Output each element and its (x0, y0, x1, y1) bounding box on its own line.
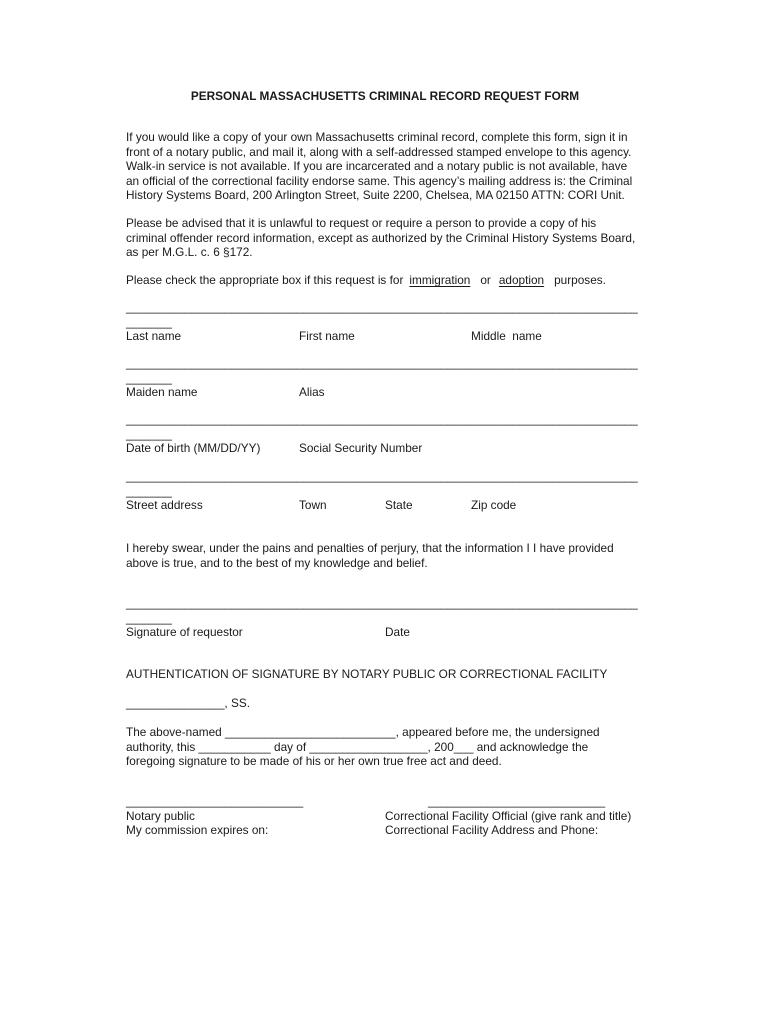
commission-expires-label: My commission expires on: (126, 823, 269, 837)
acknowledgment-line: authority, this ___________ day of __________________, 200___ and acknowledge the (126, 739, 589, 754)
notary-signature-line: ___________________________ (126, 794, 304, 808)
purpose-line (126, 273, 606, 288)
facility-official-label: Correctional Facility Official (give rank and title) (385, 808, 632, 823)
field-blank-line-continued: _______ (126, 426, 172, 441)
zip-code-label: Zip code (471, 498, 517, 512)
date-label: Date (385, 625, 410, 639)
form-title: PERSONAL MASSACHUSETTS CRIMINAL RECORD REQUEST FORM (190, 89, 580, 103)
field-blank-line: ______________________________________________________________________________ (126, 412, 638, 426)
other-name-field-row (126, 356, 646, 400)
intro-line: Walk-in service is not available. If you are incarcerated and a notary public is not available, have (126, 159, 628, 173)
advisory-line: Please be advised that it is unlawful to request or require a person to provide a copy of his (126, 216, 597, 230)
advisory-line: criminal offender record information, except as authorized by the Criminal History Systems Board, (126, 230, 636, 245)
field-blank-line-continued: _______ (126, 483, 172, 498)
field-blank-line: ______________________________________________________________________________ (126, 300, 638, 314)
intro-line: an official of the correctional facility endorse same. This agency’s mailing address is: the Criminal (126, 173, 633, 188)
identity-field-labels (126, 441, 646, 456)
first-name-label: First name (299, 329, 355, 343)
facility-address-label: Correctional Facility Address and Phone: (385, 823, 599, 837)
date-of-birth-label: Date of birth (MM/DD/YY) (126, 441, 261, 455)
intro-paragraph (126, 130, 632, 203)
state-label: State (385, 498, 413, 512)
street-address-label: Street address (126, 498, 203, 512)
immigration-option: immigration (409, 273, 471, 287)
oath-line: above is true, and to the best of my knowledge and belief. (126, 555, 428, 570)
address-field-row (126, 469, 646, 513)
signature-blank-line-continued: _______ (126, 610, 172, 625)
field-blank-line-continued: _______ (126, 314, 172, 329)
signer-titles (126, 809, 646, 824)
field-blank-line: ______________________________________________________________________________ (126, 356, 638, 370)
middle-name-label: Middle name (471, 329, 542, 343)
notary-public-label: Notary public (126, 808, 195, 823)
purpose-suffix: purposes. (554, 273, 606, 287)
authentication-section (126, 667, 607, 682)
authentication-heading: AUTHENTICATION OF SIGNATURE BY NOTARY PUBLIC OR CORRECTIONAL FACILITY (126, 667, 608, 681)
intro-line: front of a notary public, and mail it, along with a self-addressed stamped envelope to this agency. (126, 144, 632, 159)
social-security-number-label: Social Security Number (299, 441, 423, 455)
signer-block (126, 794, 646, 838)
acknowledgment-paragraph (126, 725, 600, 769)
oath-paragraph (126, 541, 614, 570)
signer-details (126, 823, 646, 838)
signer-lines (126, 794, 646, 809)
address-field-labels (126, 498, 646, 513)
purpose-paragraph (126, 273, 606, 288)
field-blank-line-continued: _______ (126, 370, 172, 385)
adoption-option: adoption (498, 273, 545, 287)
field-blank-line: ______________________________________________________________________________ (126, 469, 638, 483)
signature-of-requestor-label: Signature of requestor (126, 625, 243, 639)
signature-blank-line: ______________________________________________________________________________ (126, 596, 638, 610)
name-field-row (126, 300, 646, 344)
purpose-conjunction: or (480, 273, 491, 287)
identity-field-row (126, 412, 646, 456)
alias-label: Alias (299, 385, 325, 399)
signature-field-labels (126, 625, 646, 640)
last-name-label: Last name (126, 329, 182, 343)
advisory-paragraph (126, 216, 635, 260)
town-label: Town (299, 498, 327, 512)
oath-line: I hereby swear, under the pains and penalties of perjury, that the information I I have provided (126, 541, 614, 555)
purpose-prefix: Please check the appropriate box if this request is for (126, 273, 404, 287)
venue-line: _______________, SS. (126, 696, 250, 710)
name-field-labels (126, 329, 646, 344)
facility-official-signature-line: ___________________________ (428, 794, 606, 808)
other-name-field-labels (126, 385, 646, 400)
signature-field-row (126, 596, 646, 640)
venue-block (126, 696, 250, 711)
maiden-name-label: Maiden name (126, 385, 198, 399)
acknowledgment-line: The above-named __________________________, appeared before me, the undersigned (126, 725, 600, 739)
intro-line: If you would like a copy of your own Massachusetts criminal record, complete this form, sign it in (126, 130, 628, 144)
intro-line: History Systems Board, 200 Arlington Street, Suite 2200, Chelsea, MA 02150 ATTN: CORI Unit. (126, 188, 625, 202)
acknowledgment-line: foregoing signature to be made of his or her own true free act and deed. (126, 754, 502, 768)
advisory-line: as per M.G.L. c. 6 §172. (126, 245, 253, 259)
